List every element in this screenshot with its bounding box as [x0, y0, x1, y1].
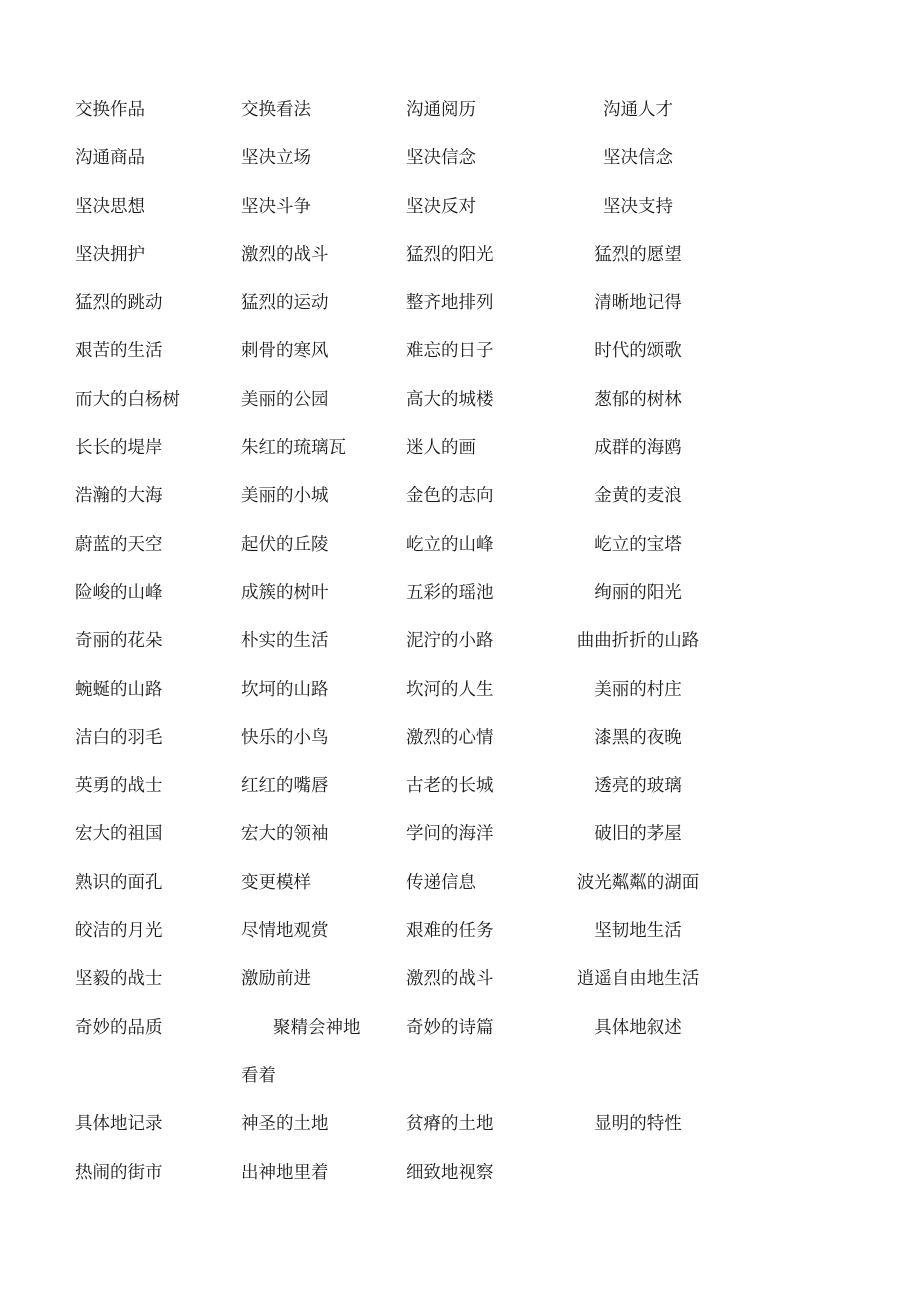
- word-cell: 英勇的战士: [75, 776, 163, 797]
- word-cell: 透亮的玻璃: [594, 776, 682, 797]
- word-cell: 成簇的树叶: [241, 582, 329, 603]
- word-cell: 出神地里着: [241, 1162, 329, 1183]
- word-cell: 漆黑的夜晚: [594, 727, 682, 748]
- word-cell: 坚决拥护: [75, 244, 145, 265]
- word-cell: 坚决反对: [406, 196, 476, 217]
- word-cell: 难忘的日子: [406, 341, 494, 362]
- word-cell: 红红的嘴唇: [241, 776, 329, 797]
- word-cell: 朴实的生活: [241, 631, 329, 652]
- word-row: [0, 810, 920, 858]
- word-cell: 美丽的公园: [241, 389, 329, 410]
- word-cell: 美丽的小城: [241, 486, 329, 507]
- word-row: [0, 424, 920, 472]
- word-cell: 五彩的瑶池: [406, 582, 494, 603]
- word-cell: 奇妙的品质: [75, 1017, 163, 1038]
- word-cell: 奇丽的花朵: [75, 631, 163, 652]
- word-cell: 猛烈的跳动: [75, 293, 163, 314]
- word-cell: 交换看法: [241, 100, 311, 120]
- word-cell: 尽情地观赏: [241, 921, 329, 942]
- word-row: [0, 1100, 920, 1148]
- word-cell: 波光粼粼的湖面: [576, 872, 700, 893]
- word-cell: 时代的颂歌: [594, 341, 682, 362]
- word-cell: 艰难的任务: [406, 921, 494, 942]
- word-cell: 艰苦的生活: [75, 341, 163, 362]
- word-row: [0, 955, 920, 1003]
- word-cell: 神圣的土地: [241, 1114, 329, 1135]
- word-cell: 险峻的山峰: [75, 582, 163, 603]
- word-cell: 贫瘠的土地: [406, 1114, 494, 1135]
- word-row: [0, 521, 920, 569]
- word-cell: 激烈的战斗: [406, 969, 494, 990]
- word-cell: 清晰地记得: [594, 293, 682, 314]
- word-row: [0, 1149, 920, 1197]
- word-cell: 高大的城楼: [406, 389, 494, 410]
- word-row: [0, 1004, 920, 1052]
- word-cell: 皎洁的月光: [75, 921, 163, 942]
- word-cell: 熟识的面孔: [75, 872, 163, 893]
- word-cell: 泥泞的小路: [406, 631, 494, 652]
- word-cell: 热闹的街市: [75, 1162, 163, 1183]
- word-cell: 蜿蜒的山路: [75, 679, 163, 700]
- word-row: [0, 569, 920, 617]
- word-cell: 激励前进: [241, 969, 311, 990]
- word-row: [0, 472, 920, 520]
- word-cell: 金黄的麦浪: [594, 486, 682, 507]
- word-cell: 浩瀚的大海: [75, 486, 163, 507]
- word-cell: 曲曲折折的山路: [576, 631, 700, 652]
- word-cell: 看着: [241, 1065, 276, 1086]
- word-cell: 沟通商品: [75, 148, 145, 169]
- word-cell: 猛烈的运动: [241, 293, 329, 314]
- word-cell: 交换作品: [75, 100, 145, 120]
- word-cell: 坚决信念: [406, 148, 476, 169]
- word-cell: 激烈的心情: [406, 727, 494, 748]
- word-cell: 坚决信念: [603, 148, 673, 169]
- word-cell: 逍遥自由地生活: [576, 969, 700, 990]
- word-cell: 朱红的琉璃瓦: [241, 438, 346, 459]
- word-row: [0, 714, 920, 762]
- word-cell: 坎坷的山路: [241, 679, 329, 700]
- word-row: [0, 231, 920, 279]
- word-cell: 显明的特性: [594, 1114, 682, 1135]
- word-cell: 屹立的宝塔: [594, 534, 682, 555]
- word-cell: 细致地视察: [406, 1162, 494, 1183]
- word-row: [0, 183, 920, 231]
- word-cell: 沟通人才: [603, 100, 673, 120]
- word-cell: 奇妙的诗篇: [406, 1017, 494, 1038]
- word-cell: 学问的海洋: [406, 824, 494, 845]
- word-cell: 葱郁的树林: [594, 389, 682, 410]
- word-row: [0, 279, 920, 327]
- word-cell: 坚决斗争: [241, 196, 311, 217]
- word-row: [0, 134, 920, 182]
- word-cell: 具体地叙述: [594, 1017, 682, 1038]
- word-cell: 变更模样: [241, 872, 311, 893]
- word-cell: 坚决立场: [241, 148, 311, 169]
- word-cell: 快乐的小鸟: [241, 727, 329, 748]
- word-cell: 传递信息: [406, 872, 476, 893]
- word-row: [0, 86, 920, 134]
- word-cell: 激烈的战斗: [241, 244, 329, 265]
- word-cell: 美丽的村庄: [594, 679, 682, 700]
- word-cell: 迷人的画: [406, 438, 476, 459]
- word-cell: 金色的志向: [406, 486, 494, 507]
- word-row: [0, 617, 920, 665]
- word-row: [0, 327, 920, 375]
- word-cell: 沟通阅历: [406, 100, 476, 120]
- word-cell: 宏大的领袖: [241, 824, 329, 845]
- word-cell: 长长的堤岸: [75, 438, 163, 459]
- word-cell: 猛烈的愿望: [594, 244, 682, 265]
- word-table: [0, 86, 920, 1197]
- word-cell: 蔚蓝的天空: [75, 534, 163, 555]
- word-cell: 具体地记录: [75, 1114, 163, 1135]
- word-row: [0, 376, 920, 424]
- word-cell: 坚决支持: [603, 196, 673, 217]
- word-row: [0, 666, 920, 714]
- word-cell: 坚决思想: [75, 196, 145, 217]
- word-cell: 成群的海鸥: [594, 438, 682, 459]
- word-cell: 猛烈的阳光: [406, 244, 494, 265]
- word-cell: 破旧的茅屋: [594, 824, 682, 845]
- word-cell: 洁白的羽毛: [75, 727, 163, 748]
- word-cell: 而大的白杨树: [75, 389, 180, 410]
- word-row: [0, 1052, 920, 1100]
- word-cell: 绚丽的阳光: [594, 582, 682, 603]
- word-cell: 聚精会神地: [273, 1017, 361, 1038]
- word-cell: 坚韧地生活: [594, 921, 682, 942]
- word-cell: 坎河的人生: [406, 679, 494, 700]
- word-row: [0, 859, 920, 907]
- word-row: [0, 907, 920, 955]
- word-cell: 整齐地排列: [406, 293, 494, 314]
- word-cell: 古老的长城: [406, 776, 494, 797]
- word-row: [0, 762, 920, 810]
- word-cell: 屹立的山峰: [406, 534, 494, 555]
- word-cell: 宏大的祖国: [75, 824, 163, 845]
- word-cell: 坚毅的战士: [75, 969, 163, 990]
- word-cell: 刺骨的寒风: [241, 341, 329, 362]
- word-cell: 起伏的丘陵: [241, 534, 329, 555]
